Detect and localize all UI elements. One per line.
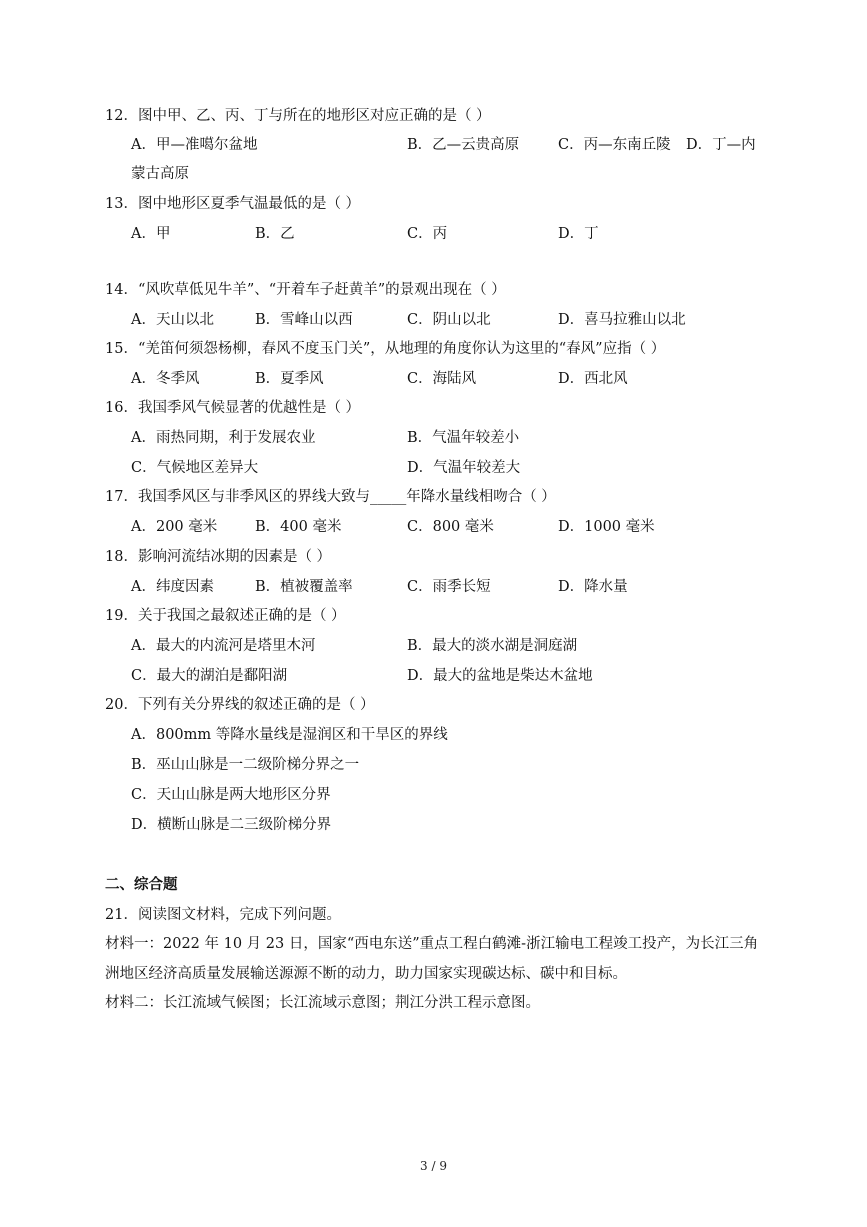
q13-option-b: B．乙 xyxy=(255,226,295,242)
q20-option-b: B．巫山山脉是一二级阶梯分界之一 xyxy=(131,757,360,773)
q16-option-d: D．气温年较差大 xyxy=(407,460,521,476)
q12-option-c: C．丙—东南丘陵 xyxy=(558,137,671,153)
q19-option-a: A．最大的内流河是塔里木河 xyxy=(131,638,316,654)
q19-option-b: B．最大的淡水湖是洞庭湖 xyxy=(407,638,578,654)
question-15-stem: 15．“羌笛何须怨杨柳，春风不度玉门关”，从地理的角度你认为这里的“春风”应指（ ） xyxy=(105,341,666,357)
question-12-stem: 12．图中甲、乙、丙、丁与所在的地形区对应正确的是（ ） xyxy=(105,108,491,124)
q18-option-b: B．植被覆盖率 xyxy=(255,579,353,595)
q18-option-a: A．纬度因素 xyxy=(131,579,214,595)
question-14-stem: 14．“风吹草低见牛羊”、“开着车子赶黄羊”的景观出现在（ ） xyxy=(105,282,506,298)
q20-option-a: A．800mm 等降水量线是湿润区和干旱区的界线 xyxy=(131,727,448,743)
q15-option-b: B．夏季风 xyxy=(255,371,324,387)
q17-option-c: C．800 毫米 xyxy=(407,519,494,535)
q14-option-a: A．天山以北 xyxy=(131,312,214,328)
q16-option-a: A．雨热同期，利于发展农业 xyxy=(131,430,316,446)
q12-option-d-continuation: 蒙古高原 xyxy=(131,166,189,182)
q17-option-d: D．1000 毫米 xyxy=(558,519,655,535)
question-21-stem: 21．阅读图文材料，完成下列问题。 xyxy=(105,907,341,923)
q13-option-c: C．丙 xyxy=(407,226,448,242)
material-2: 材料二：长江流域气候图；长江流域示意图；荆江分洪工程示意图。 xyxy=(105,995,540,1011)
question-20-stem: 20．下列有关分界线的叙述正确的是（ ） xyxy=(105,697,375,713)
question-16-stem: 16．我国季风气候显著的优越性是（ ） xyxy=(105,400,361,416)
question-19-stem: 19．关于我国之最叙述正确的是（ ） xyxy=(105,608,346,624)
q13-option-d: D．丁 xyxy=(558,226,599,242)
q17-option-a: A．200 毫米 xyxy=(131,519,218,535)
q13-option-a: A．甲 xyxy=(131,226,171,242)
question-18-stem: 18．影响河流结冰期的因素是（ ） xyxy=(105,549,332,565)
q17-option-b: B．400 毫米 xyxy=(255,519,342,535)
material-1: 材料一：2022 年 10 月 23 日，国家“西电东送”重点工程白鹤滩-浙江输电工程竣工投产，为长江三角洲地区经济高质量发展输送源源不断的动力，助力国家实现碳达标、碳中和目标。 xyxy=(105,936,759,982)
q20-option-c: C．天山山脉是两大地形区分界 xyxy=(131,787,331,803)
q15-option-a: A．冬季风 xyxy=(131,371,200,387)
q16-option-c: C．气候地区差异大 xyxy=(131,460,259,476)
question-17-stem: 17．我国季风区与非季风区的界线大致与_____年降水量线相吻合（ ） xyxy=(105,489,556,505)
page-number: 3 / 9 xyxy=(420,1159,447,1173)
q18-option-c: C．雨季长短 xyxy=(407,579,491,595)
section-title: 二、综合题 xyxy=(105,876,178,893)
q19-option-d: D．最大的盆地是柴达木盆地 xyxy=(407,668,593,684)
q16-option-b: B．气温年较差小 xyxy=(407,430,520,446)
q12-option-b: B．乙—云贵高原 xyxy=(407,137,520,153)
q15-option-d: D．西北风 xyxy=(558,371,628,387)
q19-option-c: C．最大的湖泊是鄱阳湖 xyxy=(131,668,288,684)
q12-option-a: A．甲—准噶尔盆地 xyxy=(131,137,258,153)
question-13-stem: 13．图中地形区夏季气温最低的是（ ） xyxy=(105,196,361,212)
q12-option-d: D．丁—内 xyxy=(686,137,756,153)
q14-option-b: B．雪峰山以西 xyxy=(255,312,353,328)
q15-option-c: C．海陆风 xyxy=(407,371,477,387)
q14-option-c: C．阴山以北 xyxy=(407,312,491,328)
q20-option-d: D．横断山脉是二三级阶梯分界 xyxy=(131,817,332,833)
q18-option-d: D．降水量 xyxy=(558,579,628,595)
q14-option-d: D．喜马拉雅山以北 xyxy=(558,312,686,328)
